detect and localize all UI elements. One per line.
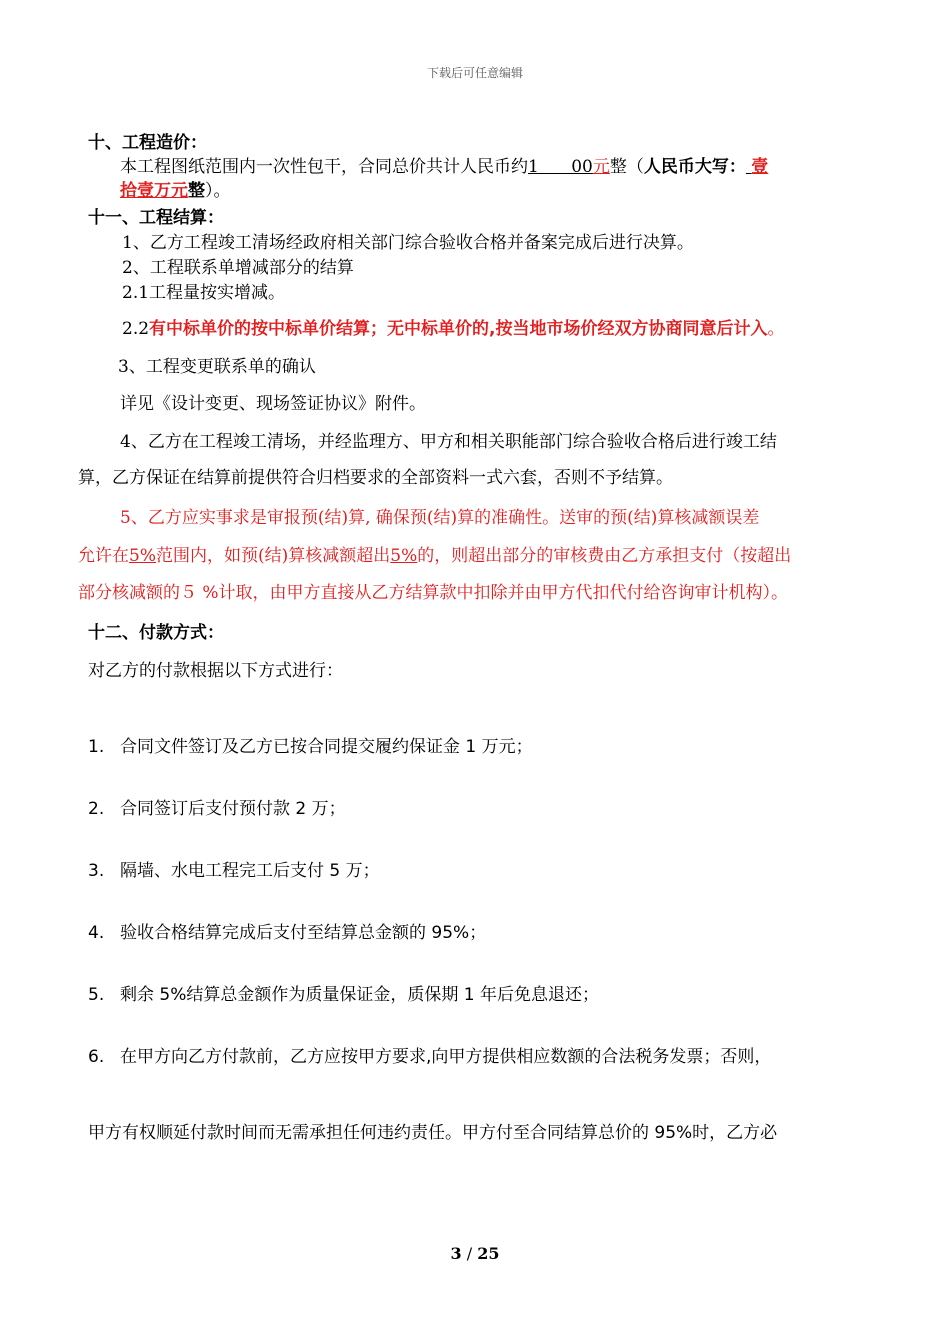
current-page: 3 — [450, 1244, 462, 1263]
page-separator: / — [461, 1244, 478, 1263]
p5-percent-1: 5% — [129, 546, 156, 566]
total-pages: 25 — [477, 1244, 500, 1263]
payment-item-1 — [88, 732, 533, 757]
payment-item-5 — [88, 980, 599, 1005]
p5-percent-2: 5% — [390, 546, 418, 566]
page-number — [0, 1244, 950, 1263]
payment-item-text: 验收合格结算完成后支付至结算总金额的 95%； — [120, 923, 487, 943]
payment-item-text: 合同文件签订及乙方已按合同提交履约保证金 1 万元； — [120, 737, 533, 757]
settlement-p22-text: 有中标单价的按中标单价结算；无中标单价的,按当地市场价经双方协商同意后计入 — [149, 319, 768, 339]
settlement-p5-line3: 部分核减额的５ %计取，由甲方直接从乙方结算款中扣除并由甲方代扣代付给咨询审计机构）。 — [78, 583, 789, 603]
p5-line2-c: 范围内，如预(结)算核减额超出 — [155, 546, 391, 566]
payment-item-num: 2. — [88, 799, 105, 819]
payment-item-2 — [88, 794, 346, 819]
settlement-p3-detail: 详见《设计变更、现场签证协议》附件。 — [120, 394, 426, 414]
payment-item-num: 1. — [88, 737, 105, 757]
payment-item-num: 3. — [88, 861, 105, 881]
section-10-line2 — [120, 176, 231, 201]
settlement-p2: 2、工程联系单增减部分的结算 — [122, 258, 354, 278]
capital-amount-part2: 拾壹万元 — [120, 181, 188, 201]
contract-price-text: 本工程图纸范围内一次性包干，合同总价共计人民币约 — [120, 157, 528, 177]
settlement-p21: 2.1工程量按实增减。 — [122, 283, 286, 303]
settlement-p22-num: 2.2 — [122, 319, 150, 339]
payment-item-text: 隔墙、水电工程完工后支付 5 万； — [120, 861, 380, 881]
payment-item-text: 合同签订后支付预付款 2 万； — [120, 799, 346, 819]
settlement-p4-line2: 算，乙方保证在结算前提供符合归档要求的全部资料一式六套，否则不予结算。 — [78, 468, 673, 488]
payment-intro: 对乙方的付款根据以下方式进行： — [88, 661, 343, 681]
zheng-text: 整（ — [609, 157, 644, 177]
payment-item-num: 4. — [88, 923, 105, 943]
settlement-p5-line2 — [78, 541, 791, 566]
section-10-line1 — [120, 152, 768, 177]
section-12-heading: 十二、付款方式： — [88, 623, 224, 643]
settlement-p22 — [122, 314, 785, 339]
section-11-heading: 十一、工程结算： — [88, 208, 224, 228]
payment-item-6 — [88, 1042, 771, 1067]
capital-close: ）。 — [205, 181, 231, 201]
payment-tail: 甲方有权顺延付款时间而无需承担任何违约责任。甲方付至合同结算总价的 95%时，乙方必 — [88, 1123, 778, 1143]
payment-item-text: 在甲方向乙方付款前，乙方应按甲方要求,向甲方提供相应数额的合法税务发票；否则， — [120, 1047, 772, 1067]
p5-line2-e: 的，则超出部分的审核费由乙方承担支付（按超出 — [417, 546, 792, 566]
settlement-p3: 3、工程变更联系单的确认 — [118, 357, 316, 377]
settlement-p4-line1: 4、乙方在工程竣工清场，并经监理方、甲方和相关职能部门综合验收合格后进行竣工结 — [120, 432, 777, 452]
payment-item-4 — [88, 918, 486, 943]
settlement-p1: 1、乙方工程竣工清场经政府相关部门综合验收合格并备案完成后进行决算。 — [122, 233, 694, 253]
capital-amount-part1: 壹 — [751, 157, 769, 177]
payment-item-3 — [88, 856, 380, 881]
p5-line2-a: 允许在 — [78, 546, 129, 566]
payment-item-text: 剩余 5%结算总金额作为质量保证金，质保期 1 年后免息退还； — [120, 985, 599, 1005]
payment-item-num: 6. — [88, 1047, 105, 1067]
contract-amount: 1 00 — [528, 157, 593, 177]
payment-item-num: 5. — [88, 985, 105, 1005]
yuan-unit: 元 — [592, 157, 610, 177]
capital-amount-label: 人民币大写： — [643, 157, 746, 177]
settlement-p5-line1: 5、乙方应实事求是审报预(结)算, 确保预(结)算的准确性。送审的预(结)算核减额误差 — [120, 508, 760, 528]
capital-zheng: 整 — [188, 181, 205, 201]
page-header: 下载后可任意编辑 — [426, 66, 523, 80]
settlement-p22-end: 。 — [767, 319, 785, 339]
section-10-heading: 十、工程造价： — [88, 133, 207, 153]
